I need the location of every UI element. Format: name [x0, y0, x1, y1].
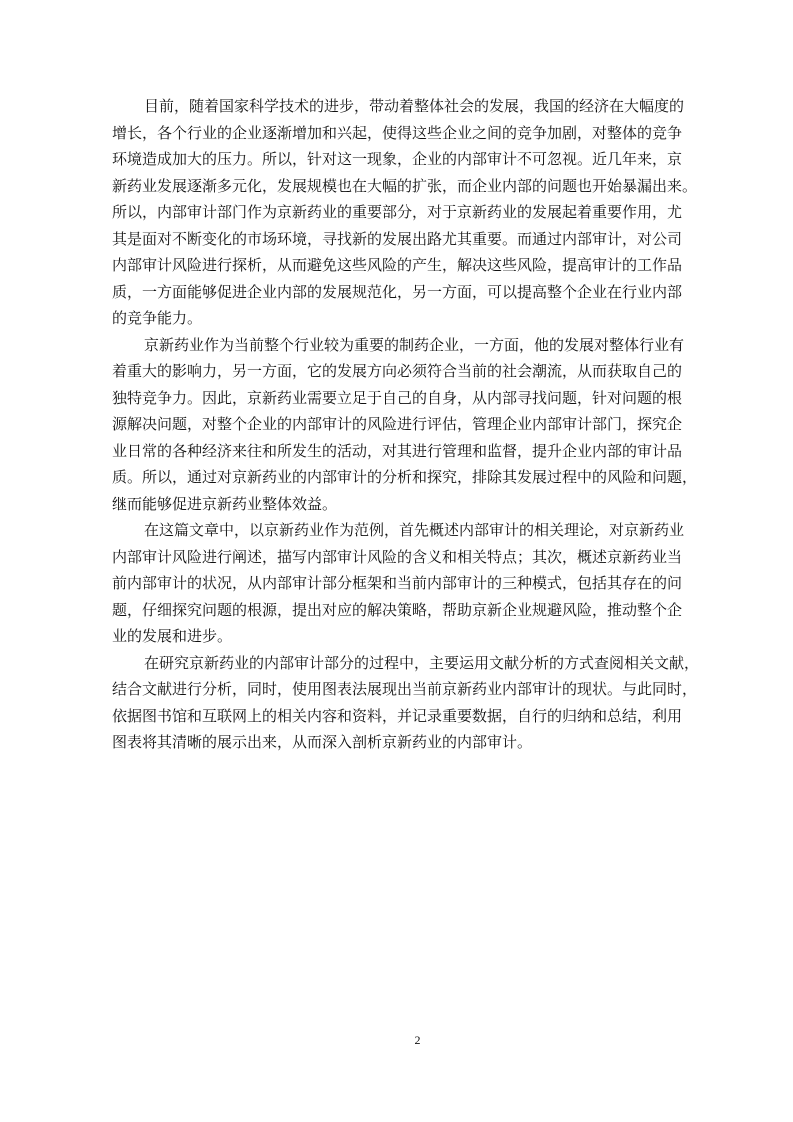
paragraph-4-line-4: 图表将其清晰的展示出来，从而深入剖析京新药业的内部审计。 — [112, 733, 533, 751]
paragraph-1-line-3: 环境造成加大的压力。所以，针对这一现象，企业的内部审计不可忽视。近几年来，京 — [112, 150, 683, 168]
body-text — [112, 93, 723, 756]
paragraph-1-line-2: 增长，各个行业的企业逐渐增加和兴起，使得这些企业之间的竞争加剧，对整体的竞争 — [112, 123, 683, 142]
paragraph-3-line-1: 在这篇文章中，以京新药业作为范例，首先概述内部审计的相关理论，对京新药业 — [144, 521, 685, 539]
paragraph-1-line-5: 所以，内部审计部门作为京新药业的重要部分，对于京新药业的发展起着重要作用，尤 — [112, 203, 683, 221]
paragraph-1-line-6: 其是面对不断变化的市场环境，寻找新的发展出路尤其重要。而通过内部审计，对公司 — [112, 229, 683, 248]
paragraph-1-line-4: 新药业发展逐渐多元化，发展规模也在大幅的扩张，而企业内部的问题也开始暴漏出来。 — [112, 176, 698, 195]
paragraph-4-line-3: 依据图书馆和互联网上的相关内容和资料，并记录重要数据，自行的归纳和总结，利用 — [112, 706, 683, 725]
paragraph-1-line-7: 内部审计风险进行探析，从而避免这些风险的产生，解决这些风险，提高审计的工作品 — [112, 256, 683, 274]
paragraph-4-line-2: 结合文献进行分析，同时，使用图表法展现出当前京新药业内部审计的现状。与此同时， — [112, 680, 698, 698]
paragraph-4-line-1: 在研究京新药业的内部审计部分的过程中，主要运用文献分析的方式查阅相关文献， — [144, 653, 700, 672]
paragraph-2-line-5: 业日常的各种经济来往和所发生的活动，对其进行管理和监督，提升企业内部的审计品 — [112, 441, 683, 460]
paragraph-2-line-7: 继而能够促进京新药业整体效益。 — [112, 494, 338, 513]
paragraph-2-line-2: 着重大的影响力，另一方面，它的发展方向必须符合当前的社会潮流，从而获取自己的 — [112, 362, 683, 380]
paragraph-1-line-9: 的竞争能力。 — [112, 309, 203, 327]
paragraph-1-line-1: 目前，随着国家科学技术的进步，带动着整体社会的发展，我国的经济在大幅度的 — [144, 97, 685, 115]
paragraph-3-line-3: 前内部审计的状况，从内部审计部分框架和当前内部审计的三种模式，包括其存在的问 — [112, 574, 683, 592]
paragraph-2-line-4: 源解决问题，对整个企业的内部审计的风险进行评估，管理企业内部审计部门，探究企 — [112, 415, 683, 433]
paragraph-3-line-4: 题，仔细探究问题的根源，提出对应的解决策略，帮助京新企业规避风险，推动整个企 — [112, 600, 683, 619]
paragraph-1-line-8: 质，一方面能够促进企业内部的发展规范化，另一方面，可以提高整个企业在行业内部 — [112, 282, 683, 301]
paragraph-2-line-3: 独特竞争力。因此，京新药业需要立足于自己的自身，从内部寻找问题，针对问题的根 — [112, 388, 683, 407]
page-number: 2 — [414, 1033, 421, 1047]
paragraph-2-line-6: 质。所以，通过对京新药业的内部审计的分析和探究，排除其发展过程中的风险和问题， — [112, 468, 698, 486]
paragraph-3-line-2: 内部审计风险进行阐述，描写内部审计风险的含义和相关特点；其次，概述京新药业当 — [112, 547, 683, 566]
paragraph-2-line-1: 京新药业作为当前整个行业较为重要的制药企业，一方面，他的发展对整体行业有 — [144, 335, 685, 354]
paragraph-3-line-5: 业的发展和进步。 — [112, 627, 233, 645]
